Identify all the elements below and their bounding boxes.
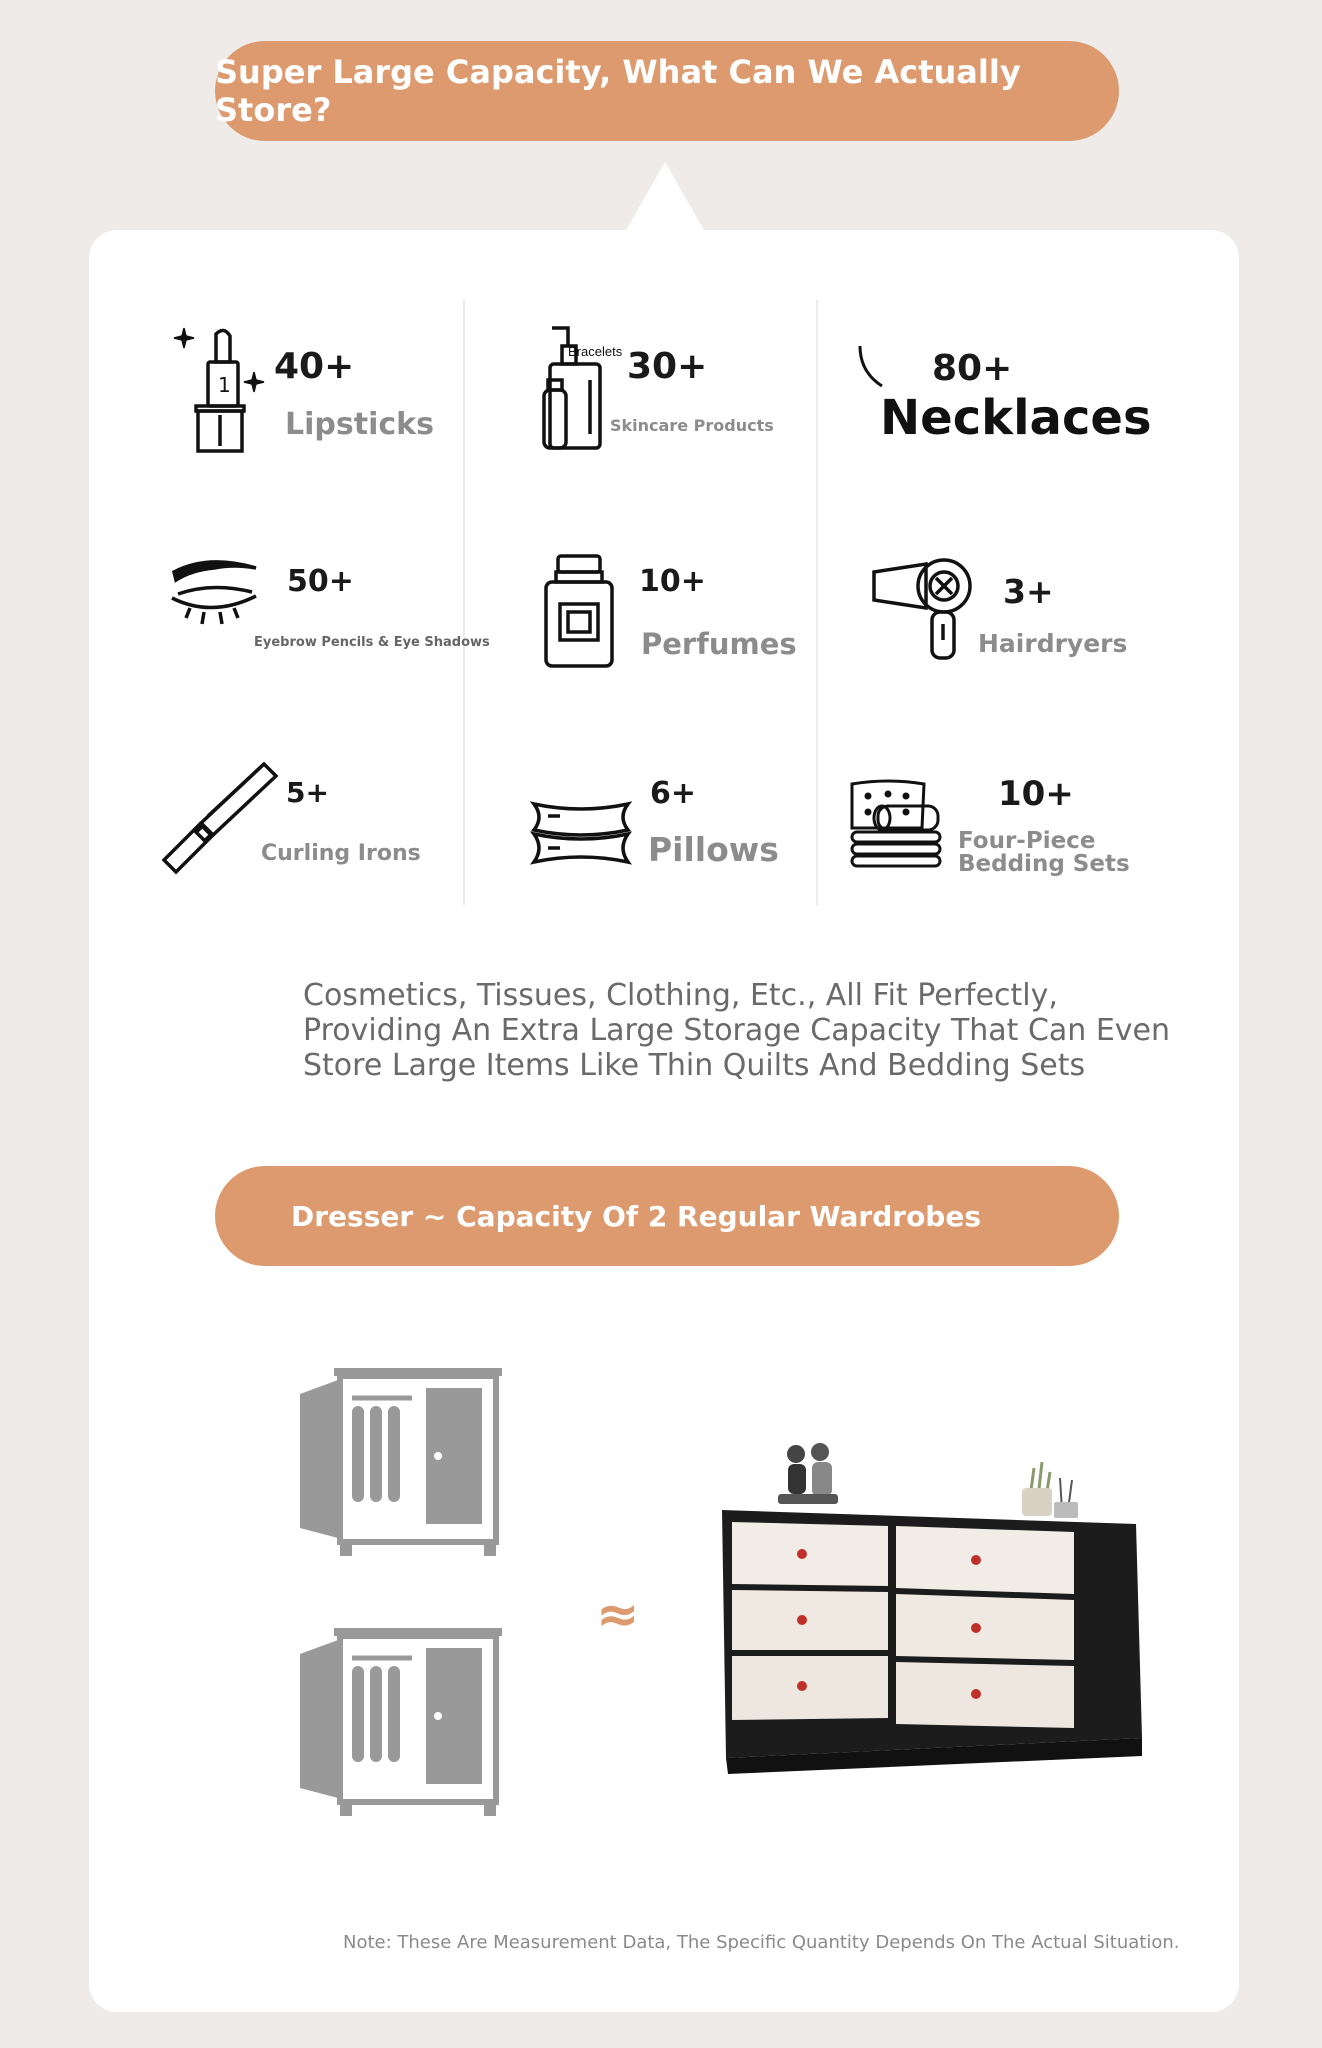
wardrobe-icon <box>300 1628 502 1816</box>
item-label: Curling Irons <box>261 841 421 866</box>
pillow-icon <box>526 800 636 866</box>
item-label-line: Four-Piece <box>958 828 1096 854</box>
item-label: Lipsticks <box>285 407 434 442</box>
description-line: Cosmetics, Tissues, Clothing, Etc., All Fit Perfectly, <box>303 978 1058 1013</box>
item-count: 5+ <box>286 776 329 809</box>
item-count: 40+ <box>274 346 355 387</box>
item-count: 6+ <box>650 776 697 811</box>
item-label: Eyebrow Pencils & Eye Shadows <box>254 635 490 650</box>
item-label: Perfumes <box>641 627 797 661</box>
figurine-decor <box>778 1443 838 1504</box>
item-count: 3+ <box>1003 572 1054 611</box>
item-label: Skincare Products <box>610 416 774 435</box>
item-label-line: Bedding Sets <box>958 851 1130 877</box>
column-divider <box>816 300 818 905</box>
capacity-description <box>303 978 1203 1083</box>
vase-decor <box>1022 1462 1078 1518</box>
item-label: Necklaces <box>880 390 1152 446</box>
svg-text:1: 1 <box>218 373 231 397</box>
hairdryer-icon <box>870 560 976 664</box>
eye-icon <box>168 556 260 628</box>
capacity-title: Dresser ~ Capacity Of 2 Regular Wardrobes <box>291 1199 982 1233</box>
dresser-image <box>716 1438 1142 1780</box>
capacity-banner <box>215 1166 1119 1266</box>
item-count: 10+ <box>639 564 706 599</box>
banner-pointer <box>625 162 705 232</box>
item-count: 10+ <box>998 774 1074 814</box>
approx-symbol: ≈ <box>596 1585 640 1645</box>
lipstick-icon <box>172 322 267 454</box>
item-count: 30+ <box>627 346 708 387</box>
item-tag: Bracelets <box>568 344 623 359</box>
page-title: Super Large Capacity, What Can We Actually Store? <box>215 53 1021 129</box>
title-banner <box>215 41 1119 141</box>
wardrobe-icon <box>300 1368 502 1556</box>
item-label: Pillows <box>648 830 779 869</box>
item-label: Hairdryers <box>978 629 1128 658</box>
description-line: Providing An Extra Large Storage Capacity That Can Even <box>303 1013 1171 1048</box>
footnote: Note: These Are Measurement Data, The Specific Quantity Depends On The Actual Situation. <box>343 1932 1180 1953</box>
column-divider <box>463 300 465 905</box>
necklace-icon <box>856 344 886 390</box>
perfume-icon <box>542 552 616 670</box>
item-count: 80+ <box>932 348 1013 389</box>
bedding-icon <box>848 778 944 870</box>
item-count: 50+ <box>287 564 354 599</box>
description-line: Store Large Items Like Thin Quilts And Bedding Sets <box>303 1048 1086 1083</box>
item-label <box>958 830 1130 876</box>
